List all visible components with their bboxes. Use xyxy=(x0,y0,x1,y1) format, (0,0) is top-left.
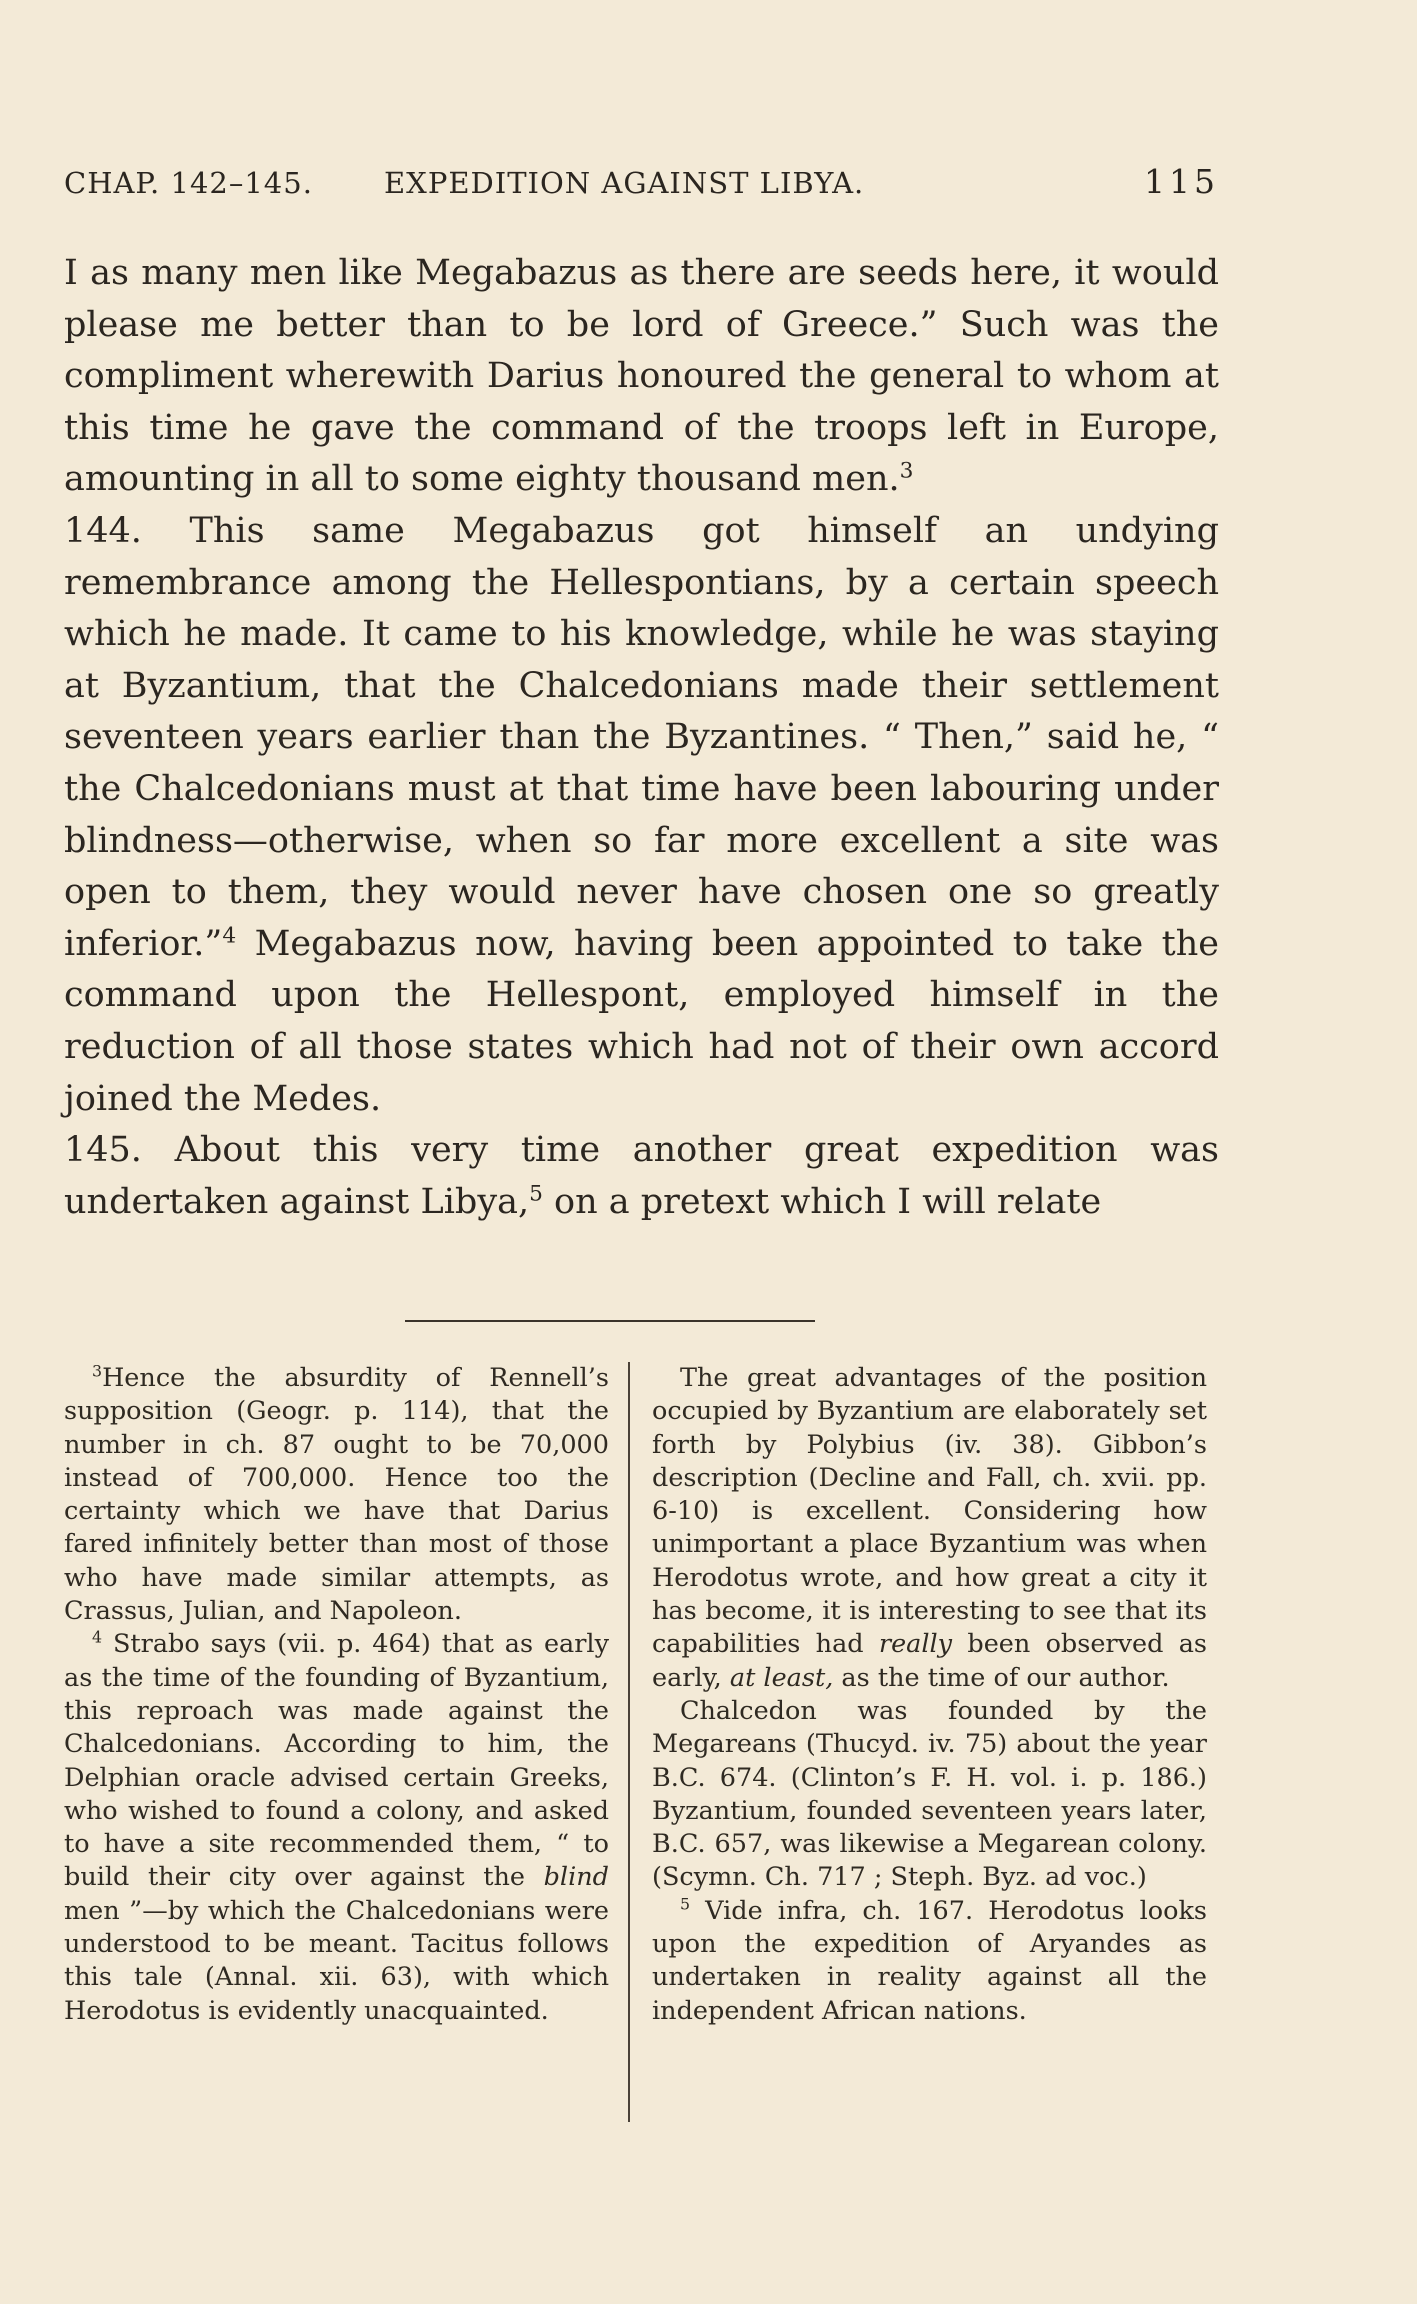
column-divider xyxy=(628,1362,630,2122)
footnote-4 xyxy=(64,1628,609,2028)
footnote-3-number: 3 xyxy=(92,1361,103,1381)
footnote-3-text: Hence the absurdity of Rennell’s supposition (Geogr. p. 114), that the number in ch. 87 ought to be 70,000 instead of 700,000. Hence too the certainty which we have that Darius fared infinitely better than most of those who have made similar attempts, as Crassus, Julian, and Napoleon. xyxy=(64,1363,609,1627)
footnote-4-number: 4 xyxy=(92,1627,103,1647)
footnote-4-text-a: Strabo says (vii. p. 464) that as early as the time of the founding of Byzantium, this reproach was made against the Chalcedonians. According to him, the Delphian oracle advised certain Greeks, who wished to found a colony, and asked to have a site recommended them, “ to build their city over against the xyxy=(64,1629,609,1893)
paragraph-145-text-a: 145. About this very time another great expedition was undertaken against Libya, xyxy=(64,1130,1219,1222)
running-title: EXPEDITION AGAINST LIBYA. xyxy=(384,166,865,200)
footnote-3 xyxy=(64,1362,609,1628)
footnote-4-cont-italic-2: at least, xyxy=(729,1662,834,1693)
footnote-5-text: Vide infra, ch. 167. Herodotus looks upon the expedition of Aryandes as undertaken in reality against all the independent African nations. xyxy=(652,1895,1208,2026)
footnote-ref-5: 5 xyxy=(529,1181,543,1207)
footnote-4-continued-1 xyxy=(652,1362,1207,1695)
main-text xyxy=(64,248,1219,1228)
paragraph-144-text-a: 144. This same Megabazus got himself an undying remembrance among the Hellespontians, by a certain speech which he made. It came to his knowledge, while he was staying at Byzantium, that the Chalcedonians made their settlement seventeen years earlier than the Byzantines. “ Then,” said he, “ the Chalcedonians must at that time have been labouring under blindness—otherwise, when so far more excellent a site was open to them, they would never have chosen one so greatly inferior.” xyxy=(64,510,1219,964)
footnote-4-cont-italic-1: really xyxy=(878,1629,953,1660)
footnote-ref-4: 4 xyxy=(222,923,237,949)
footnotes-right-column xyxy=(652,1362,1207,2028)
footnote-4-cont-b: been observed as early, xyxy=(652,1629,1207,1693)
paragraph-144-text-b: Megabazus now, having been appointed to take the command upon the Hellespont, employed himself in the reduction of all those states which had not of their own accord joined the Medes. xyxy=(64,923,1219,1119)
footnote-4-continued-2 xyxy=(652,1695,1207,1895)
footnote-ref-3: 3 xyxy=(899,458,914,484)
paragraph-145-text-b: on a pretext which I will relate xyxy=(542,1181,1102,1222)
running-header xyxy=(64,160,1219,206)
paragraph-1-text: I as many men like Megabazus as there are seeds here, it would please me better than to be lord of Greece.” Such was the compliment wherewith Darius honoured the general to whom at this time he gave the command of the troops left in Europe, amounting in all to some eighty thousand men. xyxy=(64,253,1219,500)
footnotes-left-column xyxy=(64,1362,609,2028)
page-number: 115 xyxy=(1144,162,1219,201)
paragraph-continuation xyxy=(64,248,1219,506)
footnote-4-text-b: men ”—by which the Chalcedonians were understood to be meant. Tacitus follows this tale (Annal. xii. 63), with which Herodotus is evidently unacquainted. xyxy=(64,1895,609,2026)
footnote-separator xyxy=(405,1320,815,1322)
paragraph-145 xyxy=(64,1125,1219,1228)
footnote-5-number: 5 xyxy=(680,1894,691,1914)
footnote-4-cont-a: The great advantages of the position occupied by Byzantium are elaborately set forth by Polybius (iv. 38). Gibbon’s description (Decline and Fall, ch. xvii. pp. 6-10) is excellent. Considering how unimportant a place Byzantium was when Herodotus wrote, and how great a city it has become, it is interesting to see that its capabilities had xyxy=(652,1363,1207,1660)
footnote-4-cont-c: as the time of our author. xyxy=(833,1662,1170,1693)
footnote-4-italic: blind xyxy=(543,1862,609,1893)
footnote-4-cont-2-text: Chalcedon was founded by the Megareans (Thucyd. iv. 75) about the year B.C. 674. (Clinton’s F. H. vol. i. p. 186.) Byzantium, founded seventeen years later, B.C. 657, was likewise a Megarean colony. (Scymn. Ch. 717 ; Steph. Byz. ad voc.) xyxy=(652,1695,1207,1893)
footnote-5 xyxy=(652,1895,1207,2028)
chapter-reference: CHAP. 142–145. xyxy=(64,166,313,200)
paragraph-144 xyxy=(64,506,1219,1125)
